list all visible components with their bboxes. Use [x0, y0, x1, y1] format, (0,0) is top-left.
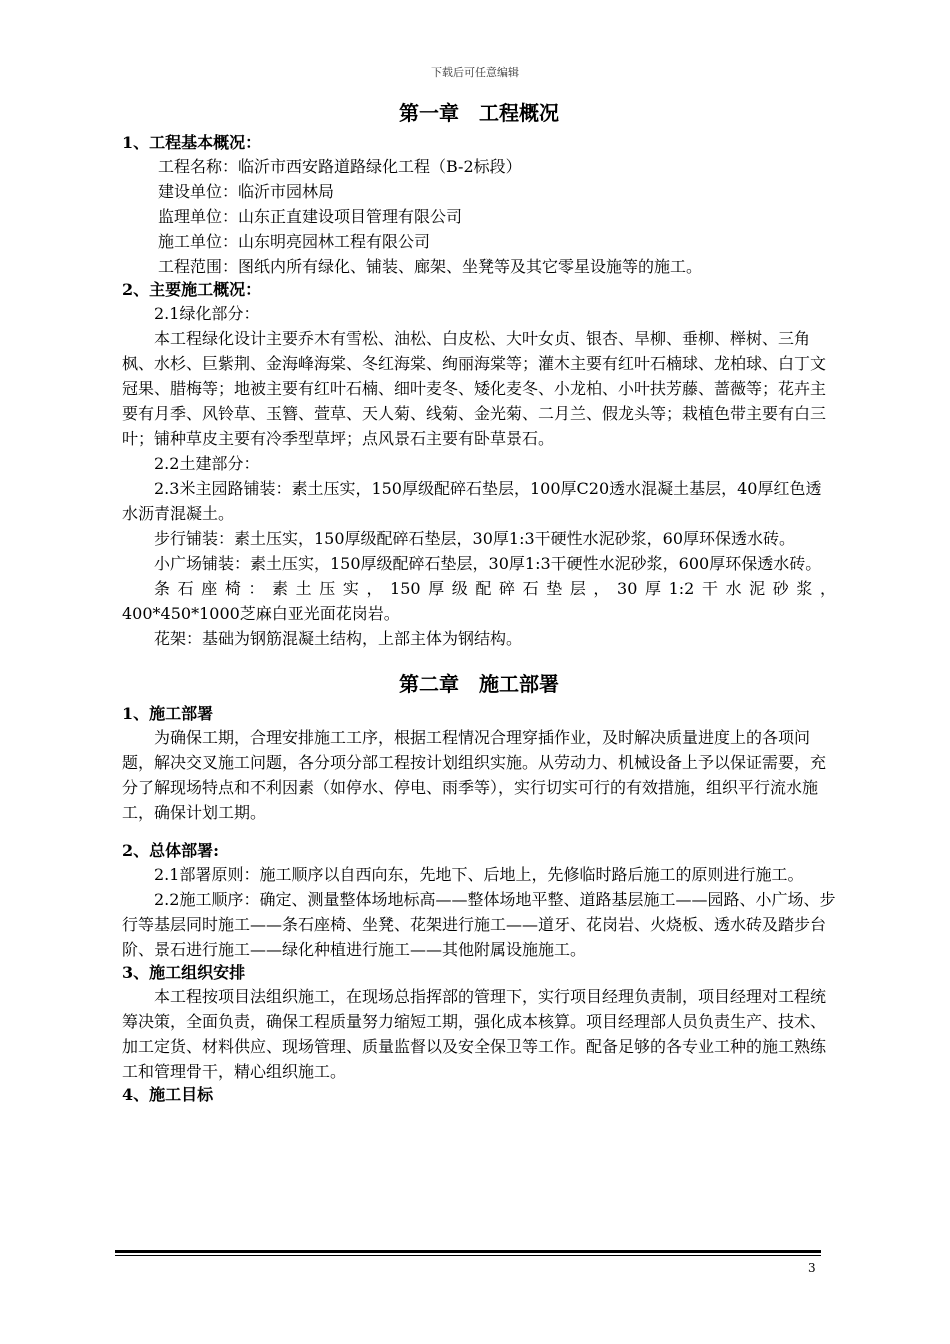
section-2-2-heading: 2、总体部署: — [122, 841, 220, 860]
page-body — [122, 96, 836, 1106]
plaza-paving-paragraph: 小广场铺装：素土压实，150厚级配碎石垫层，30厚1:3干硬性水泥砂浆，600厚环保透水砖。 — [154, 554, 822, 573]
section-1-2-heading: 2、主要施工概况： — [122, 280, 262, 299]
organization-paragraph: 本工程按项目法组织施工，在现场总指挥部的管理下，实行项目经理负责制，项目经理对工程统筹决策，全面负责，确保工程质量努力缩短工期，强化成本核算。项目经理部人员负责生产、技术、加工定货、材料供应、现场管理、质量监督以及安全保卫等工作。配备足够的各专业工种的施工熟练工和管理骨干，精心组织施工。 — [122, 987, 827, 1081]
scope-line: 工程范围：图纸内所有绿化、铺装、廊架、坐凳等及其它零星设施等的施工。 — [158, 257, 703, 276]
pergola-paragraph: 花架：基础为钢筋混凝土结构，上部主体为钢结构。 — [154, 629, 523, 648]
section-2-4-heading: 4、施工目标 — [122, 1085, 214, 1104]
page-header: 下载后可任意编辑 — [431, 66, 519, 79]
owner-line: 建设单位：临沂市园林局 — [158, 182, 335, 201]
supervisor-line: 监理单位：山东正直建设项目管理有限公司 — [158, 207, 463, 226]
chapter-2-title: 第二章 施工部署 — [399, 672, 559, 696]
walkway-paving-paragraph: 步行铺装：素土压实，150厚级配碎石垫层，30厚1:3干硬性水泥砂浆，60厚环保透水砖。 — [154, 529, 796, 548]
deployment-principle-paragraph: 2.1部署原则：施工顺序以自西向东，先地下、后地上，先修临时路后施工的原则进行施工。 — [154, 865, 804, 884]
chapter-1-title: 第一章 工程概况 — [399, 101, 559, 125]
subsection-greening: 2.1绿化部分： — [154, 304, 260, 323]
deployment-paragraph: 为确保工期，合理安排施工工序，根据工程情况合理穿插作业，及时解决质量进度上的各项问题，解决交叉施工问题，各分项分部工程按计划组织实施。从劳动力、机械设备上予以保证需要，充分了解现场特点和不利因素（如停水、停电、雨季等），实行切实可行的有效措施，组织平行流水施工，确保计划工期。 — [122, 728, 827, 822]
section-2-1-heading: 1、施工部署 — [122, 704, 214, 723]
page-number: 3 — [808, 1261, 816, 1275]
section-2-3-heading: 3、施工组织安排 — [122, 963, 246, 982]
main-road-paving-paragraph: 2.3米主园路铺装：素土压实，150厚级配碎石垫层，100厚C20透水混凝土基层，40厚红色透水沥青混凝土。 — [122, 479, 822, 523]
spacer — [122, 825, 836, 840]
footer-rule-thick — [115, 1250, 821, 1253]
contractor-line: 施工单位：山东明亮园林工程有限公司 — [158, 232, 431, 251]
stone-bench-paragraph-cont: 400*450*1000芝麻白亚光面花岗岩。 — [122, 604, 400, 623]
section-1-1-heading: 1、工程基本概况： — [122, 133, 262, 152]
greening-paragraph: 本工程绿化设计主要乔木有雪松、油松、白皮松、大叶女贞、银杏、旱柳、垂柳、榉树、三角枫、水杉、巨紫荆、金海峰海棠、冬红海棠、绚丽海棠等；灌木主要有红叶石楠球、龙柏球、白丁文冠果、腊梅等；地被主要有红叶石楠、细叶麦冬、矮化麦冬、小龙柏、小叶扶芳藤、蔷薇等；花卉主要有月季、风铃草、玉簪、萱草、天人菊、线菊、金光菊、二月兰、假龙头等；栽植色带主要有白三叶；铺种草皮主要有冷季型草坪；点风景石主要有卧草景石。 — [122, 329, 827, 448]
footer-rule-thin — [115, 1255, 821, 1256]
project-name-line: 工程名称：临沂市西安路道路绿化工程（B-2标段） — [158, 157, 522, 176]
stone-bench-paragraph: 条石座椅：素土压实，150厚级配碎石垫层，30厚1:2干水泥砂浆， — [154, 579, 836, 598]
construction-sequence-paragraph: 2.2施工顺序：确定、测量整体场地标高——整体场地平整、道路基层施工——园路、小广场、步行等基层同时施工——条石座椅、坐凳、花架进行施工——道牙、花岗岩、火烧板、透水砖及踏步台阶、景石进行施工——绿化种植进行施工——其他附属设施施工。 — [122, 890, 836, 959]
subsection-civil: 2.2土建部分： — [154, 454, 260, 473]
